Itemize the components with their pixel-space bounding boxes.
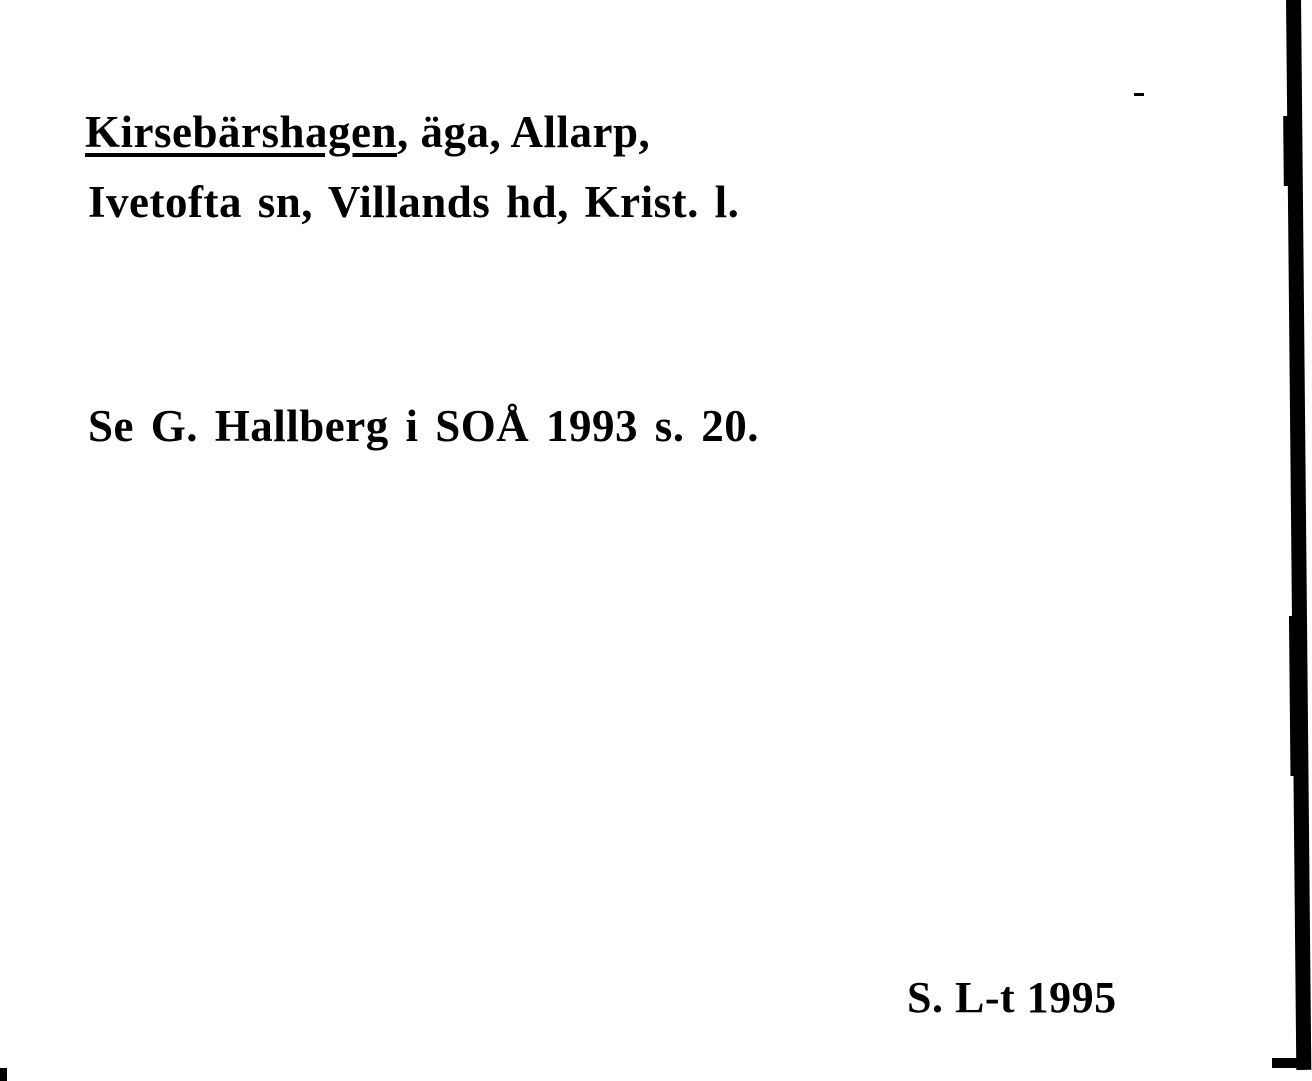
stray-dash-mark <box>1134 93 1144 96</box>
edge-roughness <box>1283 116 1289 186</box>
headword-suffix: , äga, Allarp, <box>397 107 651 157</box>
card-edge-scan-line <box>1286 0 1311 1070</box>
location-line: Ivetofta sn, Villands hd, Krist. l. <box>88 177 740 227</box>
signature: S. L-t 1995 <box>907 973 1117 1022</box>
bottom-left-scan-mark <box>0 1068 7 1081</box>
headword-line <box>85 106 650 158</box>
headword: Kirsebärshagen <box>85 107 398 157</box>
card-edge-bottom-hook <box>1272 1058 1302 1068</box>
edge-roughness <box>1289 616 1295 776</box>
reference-line: Se G. Hallberg i SOÅ 1993 s. 20. <box>88 401 760 451</box>
